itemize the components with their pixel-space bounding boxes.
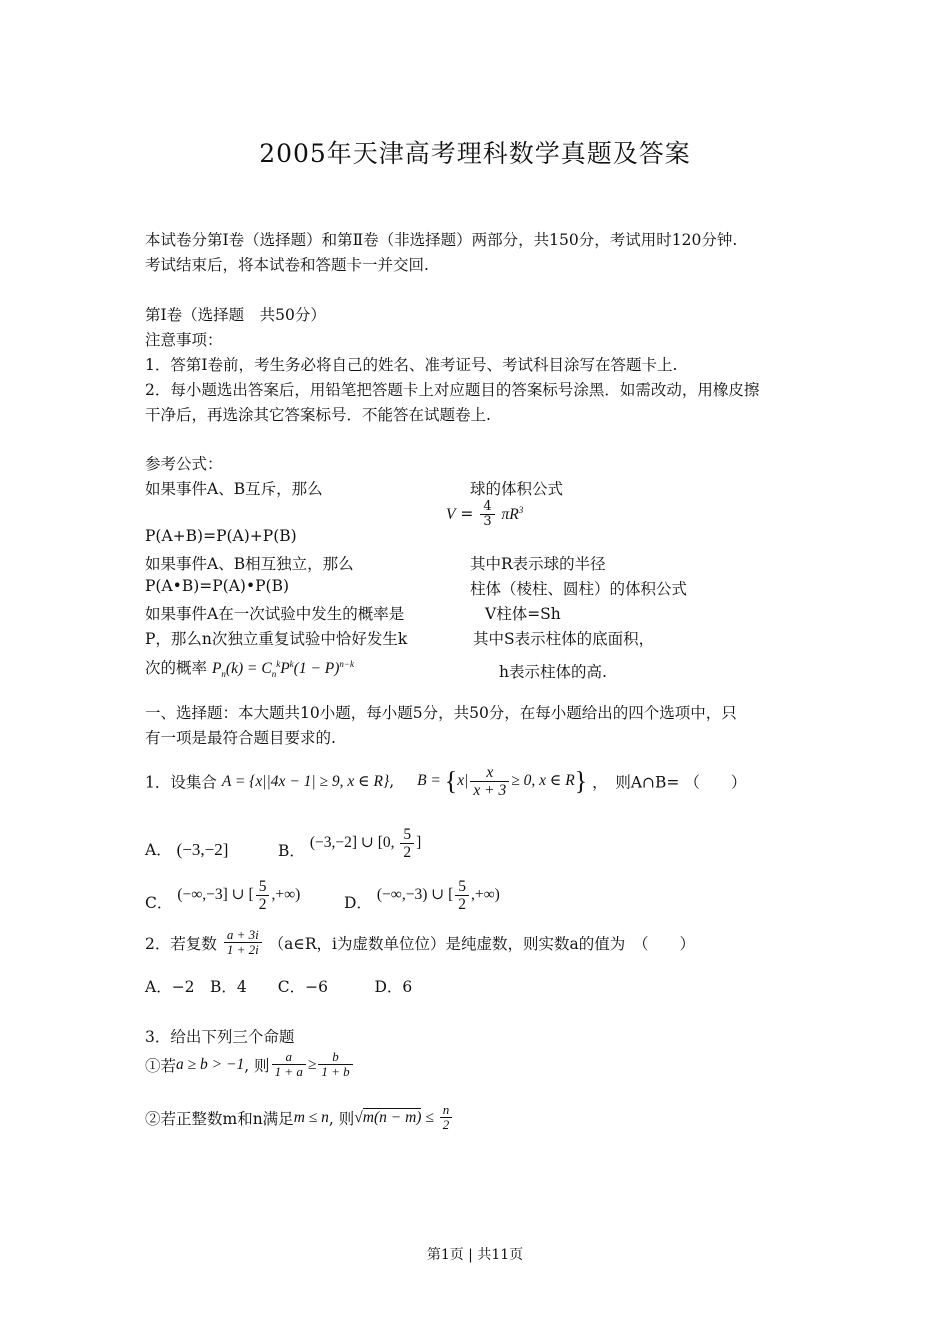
q3-p1-then: , 则: [244, 1056, 270, 1075]
q1-opt-b: (−3,−2] ∪ [0, $\frac{5}{2}$ ]: [309, 826, 422, 862]
q3-p1-geq: ≥: [307, 1055, 317, 1073]
page-footer: 第1页 | 共11页: [426, 1247, 524, 1263]
binomial-formula: $P_n(k) = C_n^kP^k(1 - P)^{n-k}$: [211, 658, 354, 680]
intro-line-1: 本试卷分第Ⅰ卷（选择题）和第Ⅱ卷（非选择题）两部分，共150分，考试用时120分钟.: [145, 231, 738, 249]
q1-set-b-fraction: $\frac{x}{x + 3}$: [470, 764, 509, 799]
part1-heading: 第Ⅰ卷（选择题 共50分）: [145, 306, 326, 324]
formula-left-7: [145, 656, 354, 679]
q1-opt-d: (−∞,−3) ∪ [ $\frac{5}{2}$ ,+∞): [376, 878, 500, 914]
formula-left-6: P，那么n次独立重复试验中恰好发生k: [145, 630, 408, 648]
q1-option-b: [278, 826, 421, 861]
formula-left-5: 如果事件A在一次试验中发生的概率是: [145, 605, 405, 623]
question-2: [145, 928, 695, 958]
q3-p2-then: , 则: [328, 1109, 355, 1128]
q3-proposition-2: [145, 1103, 454, 1133]
section1-heading-1: 一、选择题：本大题共10小题，每小题5分，共50分，在每小题给出的四个选项中，只: [145, 704, 737, 722]
q2-fraction-denominator: 1 + 2i: [226, 942, 259, 958]
q3-p1-cond: a ≥ b > −1: [176, 1055, 245, 1073]
formula-right-5: 其中S表示柱体的底面积，: [473, 630, 655, 648]
formula-right-3: 柱体（棱柱、圆柱）的体积公式: [470, 580, 688, 598]
q3-proposition-1: [145, 1050, 355, 1080]
q1-opt-b-fraction: $\frac{5}{2}$: [400, 826, 414, 861]
formula-right-6: h表示柱体的高.: [499, 663, 607, 681]
q3-p1-lead: ①若: [145, 1056, 177, 1075]
note-2-cont: 干净后，再选涂其它答案标号．不能答在试题卷上.: [145, 406, 491, 424]
q1-tail: ， 则A∩B= （ ）: [592, 773, 747, 792]
formula-pi-r3: $\pi R^3$: [501, 504, 524, 523]
formula-right-4: V柱体=Sh: [485, 605, 561, 623]
formula-left-2: P(A+B)=P(A)+P(B): [145, 527, 297, 545]
q3-p1-frac-right: $\frac{b}{1 + b}$: [318, 1050, 352, 1080]
q3-p2-fraction: $\frac{n}{2}$: [440, 1103, 453, 1133]
q1-opt-a: (−3,−2]: [176, 840, 229, 859]
q3-p1-frac-left: $\frac{a}{1 + a}$: [272, 1050, 306, 1080]
q2-lead: 2．若复数: [145, 934, 217, 953]
q1-opt-a-label: A．: [145, 841, 172, 859]
q1-lead: 1．设集合: [145, 773, 217, 792]
q1-option-d: [344, 878, 500, 913]
fraction-4-3: $\frac{4}{3}$: [480, 500, 494, 530]
q1-options-ab: [145, 838, 228, 860]
notes-title: 注意事项：: [145, 331, 223, 349]
q2-options: A．−2 B．4 C．−6 D．6: [145, 978, 413, 996]
q1-opt-b-label: B．: [278, 842, 305, 861]
q1-opt-c-fraction: $\frac{5}{2}$: [256, 878, 270, 913]
note-1: 1．答第Ⅰ卷前，考生务必将自己的姓名、准考证号、考试科目涂写在答题卡上.: [145, 356, 678, 374]
note-2: 2．每小题选出答案后，用铅笔把答题卡上对应题目的答案标号涂黑．如需改动，用橡皮擦: [145, 381, 760, 399]
q3-p2-lead: ②若正整数m和n满足: [145, 1109, 294, 1128]
formula-var-v: V: [446, 505, 456, 523]
q1-set-a: A = {x||4x − 1| ≥ 9, x ∈ R}: [221, 773, 390, 791]
q3-p2-cond: m ≤ n: [293, 1108, 329, 1126]
formula-left-4: P(A•B)=P(A)•P(B): [145, 577, 290, 595]
formula-right-1: 球的体积公式: [470, 480, 564, 498]
q1-option-c: [145, 878, 300, 913]
binomial-lead: 次的概率: [145, 659, 208, 677]
q2-fraction: [224, 928, 262, 958]
q2-fraction-numerator: a + 3i: [224, 928, 262, 943]
intro-line-2: 考试结束后，将本试卷和答题卡一并交回.: [145, 256, 429, 274]
q2-tail: （a∈R，i为虚数单位位）是纯虚数，则实数a的值为 （ ）: [268, 934, 695, 953]
formula-left-1: 如果事件A、B互斥，那么: [145, 480, 323, 498]
q1-set-b: B = {x| $\frac{x}{x + 3}$ ≥ 0, x ∈ R}: [417, 764, 588, 800]
q1-opt-d-label: D．: [344, 894, 372, 913]
q3-p2-sqrt: √m(n − m) ≤: [354, 1108, 438, 1126]
q3-lead: 3．给出下列三个命题: [145, 1028, 295, 1046]
formula-right-2: 其中R表示球的半径: [470, 555, 606, 573]
formula-left-3: 如果事件A、B相互独立，那么: [145, 555, 354, 573]
q1-opt-c: (−∞,−3] ∪ [ $\frac{5}{2}$ ,+∞): [177, 878, 301, 914]
question-1: 1．设集合 A = {x||4x − 1| ≥ 9, x ∈ R}, B = {x| $\frac{x}{x + 3}$ ≥ 0, x ∈ R} ， 则A∩B= （ ）: [145, 764, 747, 800]
document-title: 2005年天津高考理科数学真题及答案: [259, 139, 691, 168]
q1-opt-c-label: C．: [145, 894, 173, 913]
section1-heading-2: 有一项是最符合题目要求的.: [145, 729, 336, 747]
sphere-volume-formula: V = $\frac{4}{3}$ $\pi R^3$: [446, 499, 524, 530]
formulas-title: 参考公式：: [145, 455, 223, 473]
q1-opt-d-fraction: $\frac{5}{2}$: [455, 878, 469, 913]
